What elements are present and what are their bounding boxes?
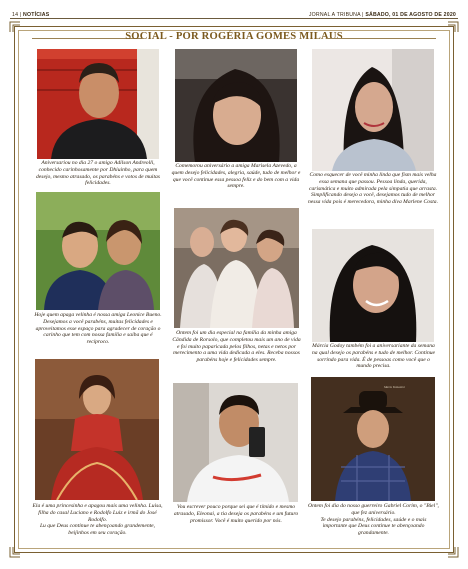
- photo-eleonai: [173, 383, 298, 502]
- photo-marcia: [312, 229, 434, 342]
- photo-candida: [174, 208, 299, 328]
- caption-marisela: Comemorou aniversário a amiga Marisela Azevedo, a quem desejo felicidades, alegria, saúde, tudo de melhor e que você continue essa pessoa feliz e do bem com a vida sempre.: [171, 163, 301, 190]
- photo-adilson: [37, 49, 159, 159]
- photo-leonice: [36, 192, 160, 310]
- page-section-label: 14 | NOTÍCIAS: [12, 12, 50, 18]
- caption-luisa: Ela é uma princesinha e apagou mais uma velinha. Luisa, filha do casal Luciano e Rodolfo Luiz e irmã do José Rodolfo. Lu que Deus continue te abençoando grandemente, beijinhos em seu coração.: [32, 503, 163, 537]
- caption-marlene: Como esquecer de você minha linda que fism mais velha essa semana que passou. Pessoa linda, querida, carismática e muito admirada pela simpatia que arrasta. Simplificando desejo a você, desejamos tudo de melhor nessa vida pois é merecedora, minha diva Marlene Costa.: [308, 172, 438, 206]
- caption-leonice: Hoje quem apaga velinha é nossa amiga Leonice Bueno. Desejamos a você parabéns, muitas felicidades e aproveitamos esse espaço para agradecer de coração o carinho que tem com nossa família e saiba que é recíproco.: [34, 312, 162, 346]
- page-date-label: JORNAL A TRIBUNA | SÁBADO, 01 DE AGOSTO DE 2020: [308, 12, 456, 18]
- caption-adilson: Aniversariou no dia 27 o amigo Adilson Andreolli, conhecido carinhosamente por Dhiuinho, para quem desejo, mesmo atrasado, os parabéns e votos de muitas felicidades.: [36, 160, 160, 187]
- title-rule-right: [326, 38, 436, 39]
- photo-watermark: Maria Tamanini: [384, 385, 405, 389]
- caption-candida: Ontem foi um dia especial na família da minha amiga Cândida de Rorsolo, que completou mais um ano de vida e foi muito paparicada pelos filhos, netas e netos por merecimento a uma vida dedicada a eles. Receba nossos parabéns hoje e felicidades sempre.: [172, 330, 301, 364]
- photo-marlene: [312, 49, 434, 171]
- caption-gabriel: Ontem foi dia do nosso guerreiro Gabriel Corim, o "Biel", que fez aniversário. Te desejo parabéns, felicidades, saúde e o mais importante que Deus continue te abençoando grandamente.: [308, 503, 439, 537]
- section-title: SOCIAL - POR ROGÉRIA GOMES MILAUS: [125, 31, 343, 42]
- page-header: [8, 3, 460, 19]
- caption-eleonai: Vou escrever pouco porque sei que é tímido e mesmo atrasado, Eleonai, a tia deseja os parabéns e um futuro promissor. Você é muito querido por nós.: [173, 504, 299, 524]
- photo-marisela: [175, 49, 297, 162]
- photo-gabriel: [311, 377, 435, 501]
- caption-marcia: Márcia Godoy também foi a aniversariante da semana na qual desejo os parabéns e tudo de melhor. Continue sorrindo para vida. É de pessoas como você que o mundo precisa.: [311, 343, 436, 370]
- corner-ornament-icon: [447, 546, 459, 558]
- header-rule: [10, 18, 458, 19]
- photo-luisa: [35, 359, 159, 500]
- corner-ornament-icon: [9, 546, 21, 558]
